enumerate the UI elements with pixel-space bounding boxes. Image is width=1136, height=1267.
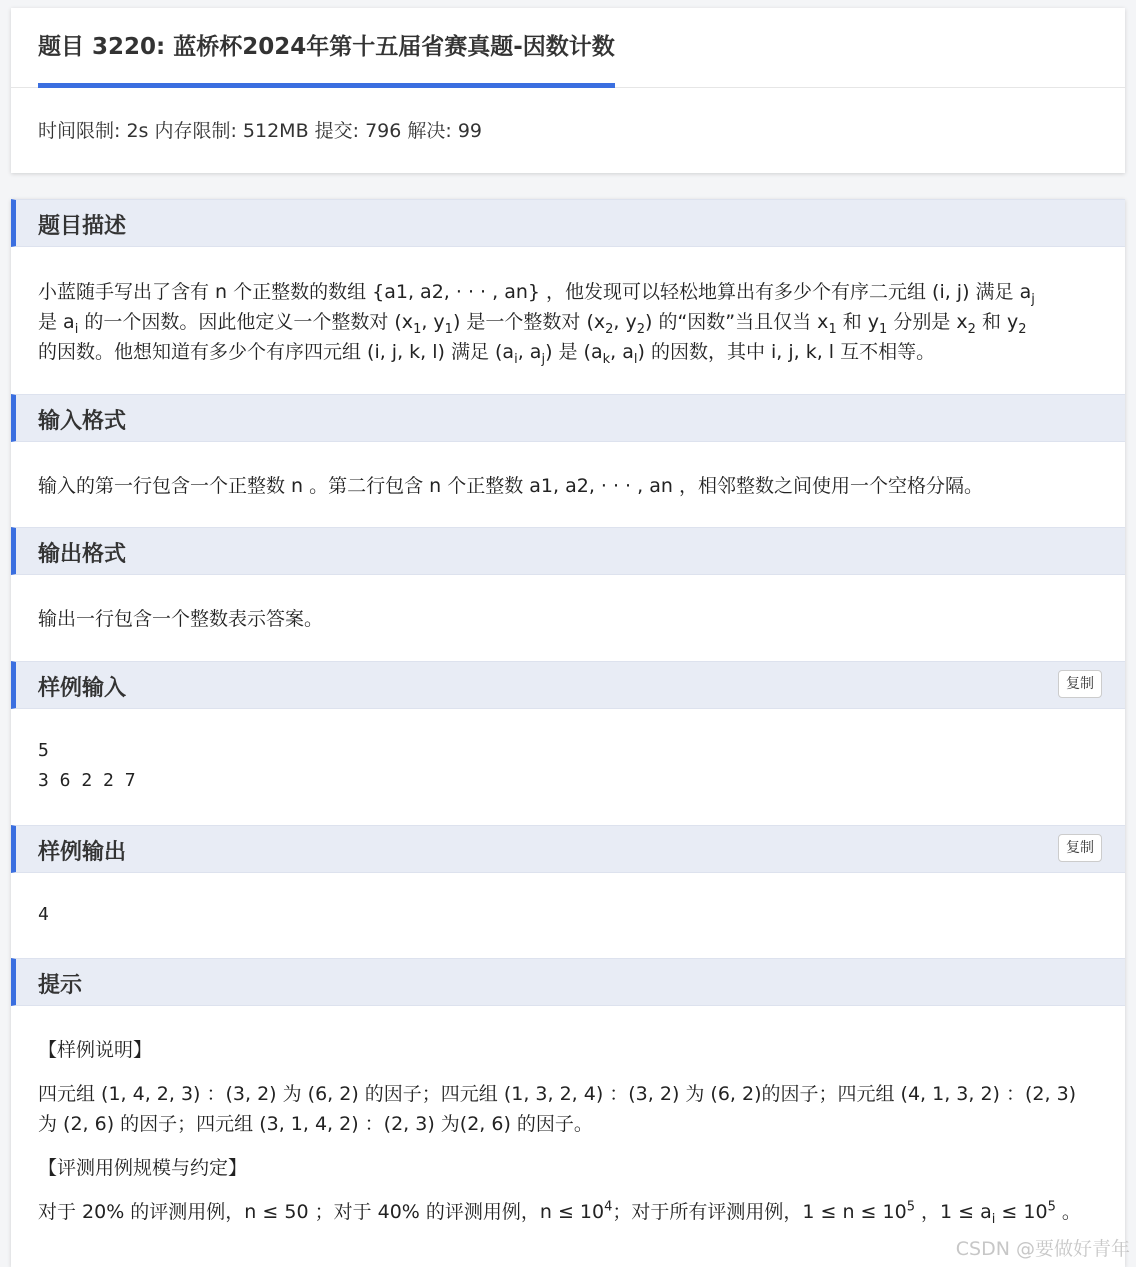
section-heading: 提示	[38, 973, 83, 998]
sample-note-title: 【样例说明】	[38, 1039, 153, 1061]
section-heading: 输出格式	[38, 542, 127, 567]
problem-title: 题目 3220: 蓝桥杯2024年第十五届省赛真题-因数计数	[38, 28, 615, 88]
problem-header-card	[11, 8, 1125, 173]
problem-content-card	[11, 199, 1125, 1267]
section-heading: 输入格式	[38, 409, 127, 434]
section-heading: 样例输入	[38, 676, 127, 701]
problem-stats: 时间限制: 2s 内存限制: 512MB 提交: 796 解决: 99	[38, 120, 483, 142]
sample-note-text: 四元组 (1, 4, 2, 3) ：(3, 2) 为 (6, 2) 的因子；四元组 (1, 3, 2, 4) ：(3, 2) 为 (6, 2)的因子；四元组 (4, 1, 3, 2) ：(2, 3) 为 (2, 6) 的因子；四元组 (3, 1, 4, 2) ：(2, 3) 为(2, 6) 的因子。	[38, 1083, 1077, 1135]
csdn-watermark: CSDN @要做好青年	[955, 1238, 1130, 1260]
section-hint-header	[11, 958, 1125, 1006]
scale-constraints-text: 对于 20% 的评测用例，n ≤ 50 ；对于 40% 的评测用例，$n \le 10^4$；对于所有评测用例，$1 \le n \le 10^5$ ，$1 \le a_i \le 10^5$ 。	[38, 1199, 1081, 1227]
copy-sample-output-button[interactable]: 复制	[1058, 834, 1102, 862]
input-format-text: 输入的第一行包含一个正整数 n 。第二行包含 n 个正整数 a1, a2, · · · , an ，相邻整数之间使用一个空格分隔。	[38, 475, 983, 497]
copy-sample-input-button[interactable]: 复制	[1058, 670, 1102, 698]
sample-input-line-1: 5	[38, 740, 49, 761]
sample-input-line-2: 3 6 2 2 7	[38, 770, 136, 791]
description-text: 小蓝随手写出了含有 n 个正整数的数组 {a1, a2, · · · , an} ，他发现可以轻松地算出有多少个有序二元组 (i, j) 满足 $a_j$ 是 $a_i$ 的一个因数。因此他定义一个整数对 ($x_1$, $y_1$) 是一个整数对 ($x_2$, $y_2$) 的“因数”当且仅当 $x_1$ 和 $y_1$ 分别是 $x_2$ 和 $y_2$ 的因数。他想知道有多少个有序四元组 (i, j, k, l) 满足 ($a_i$, $a_j$) 是 ($a_k$, $a_l$) 的因数，其中 i, j, k, l 互不相等。	[38, 281, 1035, 367]
scale-title: 【评测用例规模与约定】	[38, 1157, 248, 1179]
section-heading: 样例输出	[38, 840, 127, 865]
section-output-format-header	[11, 527, 1125, 575]
section-heading: 题目描述	[38, 214, 127, 239]
output-format-text: 输出一行包含一个整数表示答案。	[38, 608, 324, 630]
section-input-format-header	[11, 394, 1125, 442]
section-sample-output-header	[11, 825, 1125, 873]
section-description-header	[11, 199, 1125, 247]
title-row	[11, 8, 1125, 88]
sample-output-line-1: 4	[38, 904, 49, 925]
section-sample-input-header	[11, 661, 1125, 709]
